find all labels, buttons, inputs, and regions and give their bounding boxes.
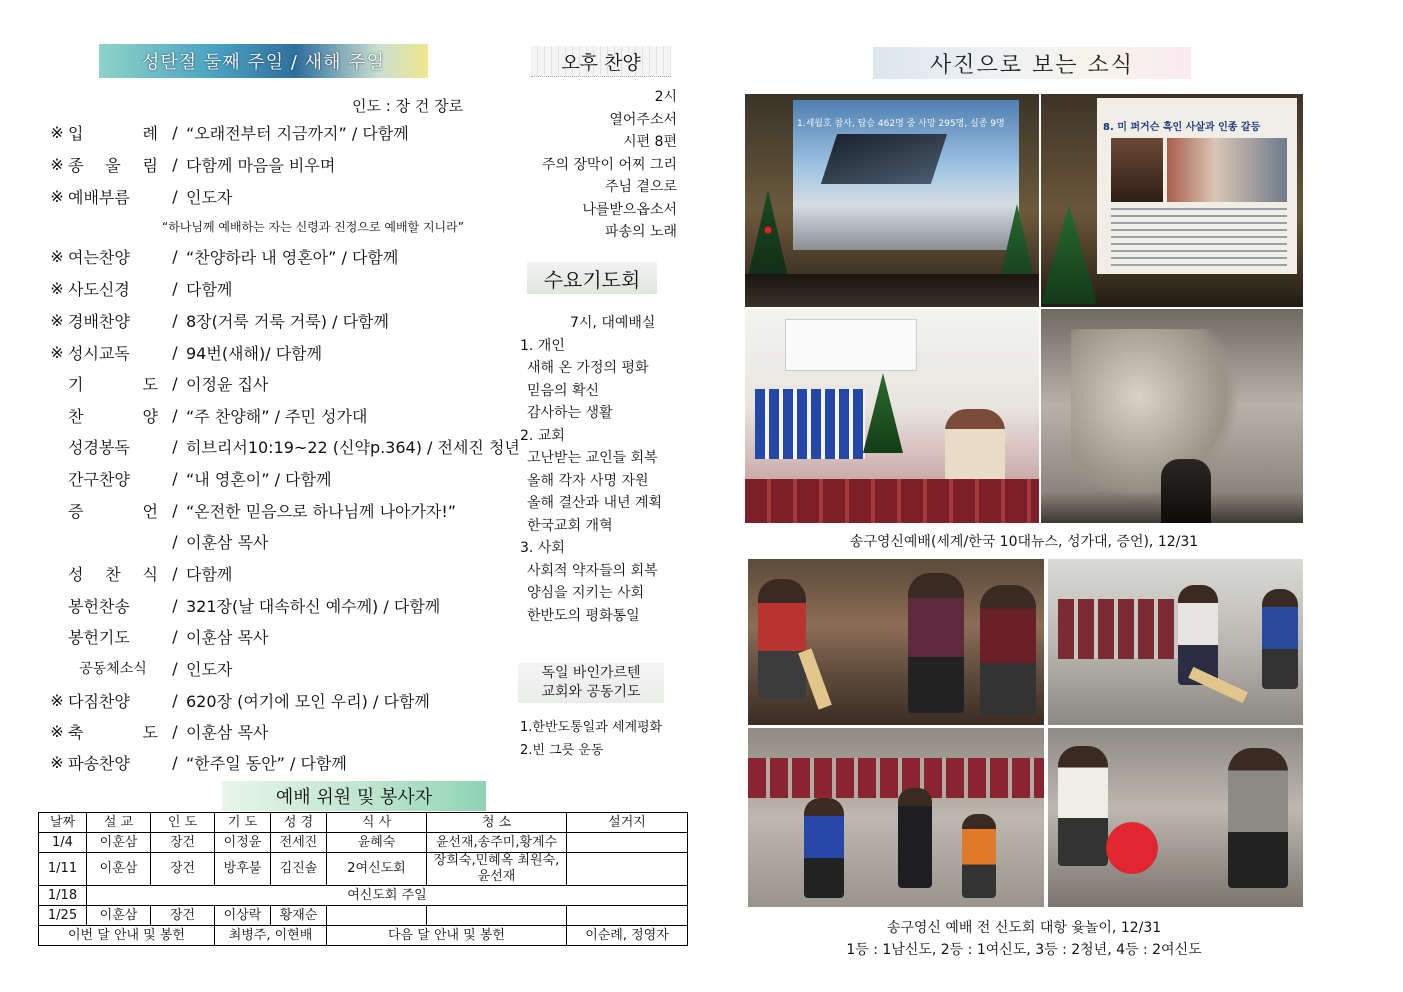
order-item-detail: 인도자 <box>186 187 233 207</box>
photo-caption-1: 송구영신예배(세계/한국 10대뉴스, 성가대, 증언), 12/31 <box>849 534 1199 550</box>
order-item-name: 파송찬양 <box>68 753 130 773</box>
staff-cell <box>427 906 567 926</box>
next-month-label: 다음 달 안내 및 봉헌 <box>327 926 567 946</box>
order-item-detail: 히브리서10:19~22 (신약p.364) / 전세진 청년 <box>186 437 520 457</box>
red-hat <box>1102 818 1162 878</box>
separator: / <box>172 122 178 142</box>
prayer-item: 한국교회 개혁 <box>527 517 613 534</box>
column-header: 설거지 <box>567 813 688 833</box>
required-mark: ※ <box>50 721 64 741</box>
christmas-tree-icon <box>863 373 903 453</box>
photo-yut-3 <box>748 728 1044 907</box>
column-header: 설 교 <box>87 813 151 833</box>
slide1-caption: 1.세월호 참사, 탑승 462명 중 사망 295명, 실종 9명 <box>797 119 1005 129</box>
photo-caption-3: 1등 : 1남신도, 2등 : 1여신도, 3등 : 2청년, 4등 : 2여신도 <box>846 942 1202 958</box>
photo-news-banner <box>873 47 1191 79</box>
separator: / <box>172 658 178 678</box>
table-row <box>39 853 688 886</box>
required-mark: ※ <box>50 154 64 174</box>
staff-cell: 이훈삼 <box>87 906 151 926</box>
staff-cell: 윤혜숙 <box>327 833 427 853</box>
separator: / <box>172 154 178 174</box>
order-item-name: 예배부름 <box>68 187 130 207</box>
separator: / <box>172 531 178 551</box>
order-item-detail: 이훈삼 목사 <box>186 627 269 647</box>
prayer-item: 믿음의 확신 <box>527 382 600 399</box>
order-item-detail: 이훈삼 목사 <box>186 532 269 552</box>
order-item-name: 성경봉독 <box>68 437 130 457</box>
required-mark: ※ <box>50 122 64 142</box>
staff-cell <box>567 853 688 886</box>
staff-header-row <box>39 813 688 833</box>
required-mark: ※ <box>50 310 64 330</box>
photo-yut-4 <box>1048 728 1303 907</box>
separator: / <box>172 186 178 206</box>
order-item-name: 봉헌찬송 <box>68 596 130 616</box>
order-item-detail: 다함께 마음을 비우며 <box>186 155 336 175</box>
worship-order-item <box>46 496 456 524</box>
prayer-item: 사회적 약자들의 회복 <box>527 562 658 579</box>
worship-order-item <box>46 654 232 682</box>
required-mark: ※ <box>50 690 64 710</box>
order-item-name: 사도신경 <box>68 279 130 299</box>
order-item-detail: 94번(새해)/ 다함께 <box>186 343 323 363</box>
order-item-name: 봉헌기도 <box>68 627 130 647</box>
staff-cell: 1/25 <box>39 906 87 926</box>
afternoon-praise-list <box>542 86 677 244</box>
column-header: 성 경 <box>271 813 327 833</box>
order-item-name: 입 례 <box>68 123 158 143</box>
separator: / <box>172 752 178 772</box>
separator: / <box>172 626 178 646</box>
afternoon-title: 오후 찬양 <box>561 51 641 74</box>
afternoon-item: 시편 8편 <box>623 134 677 150</box>
order-item-detail: “오래전부터 지금까지” / 다함께 <box>186 123 409 143</box>
worship-order-item <box>46 182 232 210</box>
staff-cell <box>327 906 427 926</box>
order-item-detail: 인도자 <box>186 659 233 679</box>
photo-choir <box>745 309 1039 523</box>
order-item-detail: 8장(거룩 거룩 거룩) / 다함께 <box>186 311 389 331</box>
worship-order-item <box>46 150 335 178</box>
required-mark: ※ <box>50 342 64 362</box>
wednesday-time: 7시, 대예배실 <box>570 315 656 331</box>
speaker <box>1161 459 1211 523</box>
photo-testimony-hands <box>1041 309 1303 523</box>
staff-cell: 여신도회 주일 <box>87 886 688 906</box>
prayer-item: 감사하는 생활 <box>527 405 613 421</box>
separator: / <box>172 690 178 710</box>
worship-order-item <box>46 686 430 714</box>
worship-order-item <box>46 622 268 650</box>
afternoon-item: 2시 <box>654 89 677 105</box>
column-header: 식 사 <box>327 813 427 833</box>
separator: / <box>172 500 178 520</box>
worship-order-item <box>46 274 232 302</box>
order-item-name: 기 도 <box>68 374 158 394</box>
order-item-detail: “한주일 동안” / 다함께 <box>186 753 347 773</box>
required-mark: ※ <box>50 246 64 266</box>
order-item-detail: “온전한 믿음으로 하나님께 나아가자!” <box>186 501 457 521</box>
table-row <box>39 833 688 853</box>
afternoon-item: 주의 장막이 어찌 그리 <box>541 156 677 173</box>
prayer-item: 새해 온 가정의 평화 <box>527 360 649 376</box>
staff-cell <box>567 833 688 853</box>
table-row <box>39 886 688 906</box>
staff-cell: 1/18 <box>39 886 87 906</box>
prayer-section-heading: 1. 개인 <box>520 337 565 354</box>
order-item-name: 축 도 <box>68 722 158 742</box>
prayer-section-heading: 3. 사회 <box>520 540 565 556</box>
staff-cell: 장건 <box>151 906 215 926</box>
worship-order-item <box>46 432 520 460</box>
order-item-detail: 321장(날 대속하신 예수께) / 다함께 <box>186 596 441 616</box>
main-title: 성탄절 둘째 주일 / 새해 주일 <box>142 52 385 73</box>
photo-sewol-slide <box>745 94 1039 307</box>
required-mark: ※ <box>50 752 64 772</box>
staff-cell: 김진솔 <box>271 853 327 886</box>
staff-cell: 전세진 <box>271 833 327 853</box>
wednesday-title: 수요기도회 <box>543 267 641 292</box>
afternoon-item: 파송의 노래 <box>604 224 677 240</box>
order-item-name: 성시교독 <box>68 343 130 363</box>
afternoon-praise-banner <box>531 46 671 77</box>
order-item-detail: “내 영혼이” / 다함께 <box>186 469 332 489</box>
worship-order-item <box>46 527 268 555</box>
worship-order-item <box>46 338 322 366</box>
order-item-name: 공동체소식 <box>79 661 147 677</box>
staff-cell: 이훈삼 <box>87 853 151 886</box>
staff-cell: 이정윤 <box>215 833 271 853</box>
separator: / <box>172 595 178 615</box>
staff-cell: 장희숙,민혜옥 최원숙,윤선재 <box>427 853 567 886</box>
leader-line: 인도 : 장 건 장로 <box>352 97 464 115</box>
separator: / <box>172 310 178 330</box>
separator: / <box>172 436 178 456</box>
order-item-name: 다짐찬양 <box>68 691 130 711</box>
staff-title: 예배 위원 및 봉사자 <box>275 787 433 808</box>
staff-cell: 황재순 <box>271 906 327 926</box>
germany-title-line2: 교회와 공동기도 <box>541 684 641 700</box>
staff-cell: 장건 <box>151 853 215 886</box>
photo-yut-1 <box>748 559 1044 725</box>
prayer-item: 양심을 지키는 사회 <box>527 585 645 601</box>
order-item-detail: “찬양하라 내 영혼아” / 다함께 <box>186 247 399 267</box>
photo-yut-2 <box>1048 559 1303 725</box>
worship-order-item <box>46 369 268 397</box>
worship-order-item <box>46 401 367 429</box>
order-item-name: 경배찬양 <box>68 311 130 331</box>
staff-cell: 1/11 <box>39 853 87 886</box>
germany-prayer-list <box>520 716 662 762</box>
order-item-name: 간구찬양 <box>68 469 130 489</box>
order-item-detail: 다함께 <box>186 564 233 584</box>
afternoon-item: 나를받으옵소서 <box>582 201 677 218</box>
germany-title-line1: 독일 바인가르텐 <box>541 665 641 681</box>
slide2-caption: 8. 미 퍼거슨 흑인 사살과 인종 갈등 <box>1103 122 1261 133</box>
staff-cell: 1/4 <box>39 833 87 853</box>
staff-cell: 윤선재,송주미,황계수 <box>427 833 567 853</box>
afternoon-item: 주님 곁으로 <box>604 179 677 195</box>
table-row <box>39 906 688 926</box>
separator: / <box>172 246 178 266</box>
staff-cell: 2여신도회 <box>327 853 427 886</box>
staff-cell: 이훈삼 <box>87 833 151 853</box>
column-header: 기 도 <box>215 813 271 833</box>
photo-ferguson-slide <box>1041 94 1303 307</box>
worship-order-item <box>46 306 389 334</box>
order-item-name: 종 울 림 <box>68 155 158 175</box>
next-month-names: 이순례, 정영자 <box>567 926 688 946</box>
order-item-detail: “주 찬양해” / 주민 성가대 <box>186 406 368 426</box>
this-month-label: 이번 달 안내 및 봉헌 <box>39 926 215 946</box>
separator: / <box>172 405 178 425</box>
staff-cell: 이상락 <box>215 906 271 926</box>
prayer-item: 올해 결산과 내년 계획 <box>527 495 663 511</box>
column-header: 인 도 <box>151 813 215 833</box>
christmas-tree-icon <box>1041 204 1097 304</box>
call-to-worship-quote: “하나님께 예배하는 자는 신령과 진정으로 예배할 지니라” <box>162 220 464 234</box>
afternoon-item: 열어주소서 <box>609 111 677 128</box>
worship-order-item <box>46 748 347 776</box>
prayer-item: 올해 각자 사명 자원 <box>527 472 649 489</box>
worship-order-item <box>46 559 232 587</box>
worship-order-item <box>46 591 440 619</box>
separator: / <box>172 278 178 298</box>
required-mark: ※ <box>50 186 64 206</box>
photo-caption-2: 송구영신 예배 전 신도회 대항 윷놀이, 12/31 <box>886 920 1162 936</box>
column-header: 청 소 <box>427 813 567 833</box>
order-item-name: 성 찬 식 <box>68 564 158 584</box>
prayer-item: 고난받는 교인들 회복 <box>527 450 658 466</box>
separator: / <box>172 468 178 488</box>
staff-footer-row <box>39 926 688 946</box>
prayer-section-heading: 2. 교회 <box>520 427 565 444</box>
germany-item: 1.한반도통일과 세계평화 <box>520 720 663 735</box>
order-item-name: 여는찬양 <box>68 247 130 267</box>
order-item-detail: 620장 (여기에 모인 우리) / 다함께 <box>186 691 430 711</box>
main-title-banner <box>99 44 428 78</box>
order-item-name: 증 언 <box>68 501 158 521</box>
staff-table <box>38 812 688 946</box>
order-item-detail: 다함께 <box>186 279 233 299</box>
wednesday-prayer-list <box>520 312 662 627</box>
this-month-names: 최병주, 이현배 <box>215 926 327 946</box>
separator: / <box>172 721 178 741</box>
separator: / <box>172 563 178 583</box>
staff-cell <box>567 906 688 926</box>
order-item-name: 찬 양 <box>68 406 158 426</box>
photo-news-title: 사진으로 보는 소식 <box>929 52 1134 78</box>
prayer-item: 한반도의 평화통일 <box>527 607 640 624</box>
order-item-detail: 이훈삼 목사 <box>186 722 269 742</box>
worship-order-item <box>46 242 398 270</box>
order-item-detail: 이정윤 집사 <box>186 374 269 394</box>
column-header: 날짜 <box>39 813 87 833</box>
separator: / <box>172 342 178 362</box>
staff-banner <box>222 781 486 811</box>
worship-order-item <box>46 717 268 745</box>
germany-item: 2.빈 그릇 운동 <box>520 743 604 758</box>
worship-order-item <box>46 464 331 492</box>
staff-cell: 장건 <box>151 833 215 853</box>
yut-stick <box>1188 667 1247 703</box>
staff-cell: 방후불 <box>215 853 271 886</box>
worship-order-item <box>46 118 409 146</box>
required-mark: ※ <box>50 278 64 298</box>
germany-prayer-banner <box>518 663 664 703</box>
wednesday-prayer-banner <box>527 262 657 294</box>
separator: / <box>172 373 178 393</box>
